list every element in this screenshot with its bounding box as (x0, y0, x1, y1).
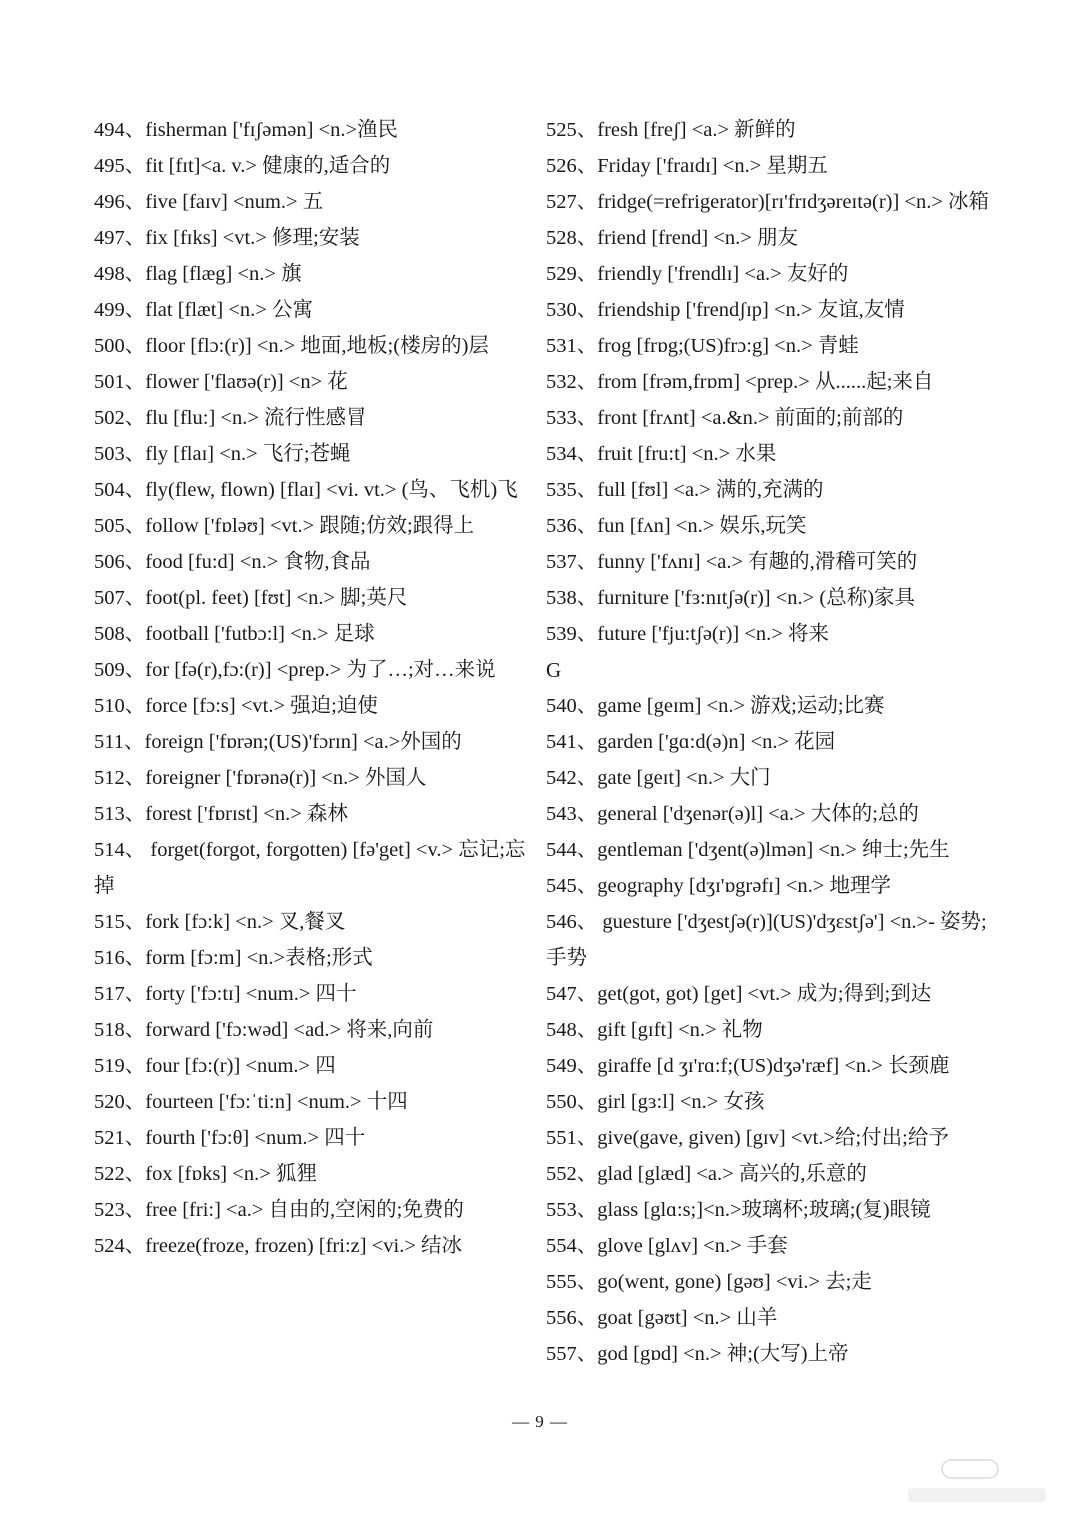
vocab-entry: 497、fix [fɪks] <vt.> 修理;安装 (94, 227, 360, 249)
vocab-entry: 536、fun [fʌn] <n.> 娱乐,玩笑 (546, 515, 807, 537)
vocab-entry: 547、get(got, got) [get] <vt.> 成为;得到;到达 (546, 983, 932, 1005)
vocab-entry: 510、force [fɔ:s] <vt.> 强迫;迫使 (94, 695, 378, 717)
vocab-entry: 557、god [gɒd] <n.> 神;(大写)上帝 (546, 1343, 849, 1365)
vocab-entry: 502、flu [flu:] <n.> 流行性感冒 (94, 407, 367, 429)
vocab-entry: 546、 guesture ['dʒestʃə(r)](US)'dʒɛstʃə'] <n.>- 姿势;手势 (546, 911, 987, 969)
vocab-entry: 529、friendly ['frendlɪ] <a.> 友好的 (546, 263, 849, 285)
vocab-entry: 499、flat [flæt] <n.> 公寓 (94, 299, 313, 321)
vocab-entry: 532、from [frəm,frɒm] <prep.> 从......起;来自 (546, 371, 934, 393)
vocab-entry: 544、gentleman ['dʒent(ə)lmən] <n.> 绅士;先生 (546, 839, 950, 861)
vocab-entry: 542、gate [geɪt] <n.> 大门 (546, 767, 771, 789)
vocab-entry: 518、forward ['fɔ:wəd] <ad.> 将来,向前 (94, 1019, 434, 1041)
vocab-entry: 538、furniture ['fɜ:nɪtʃə(r)] <n.> (总称)家具 (546, 587, 916, 609)
vocab-entry: 516、form [fɔ:m] <n.>表格;形式 (94, 947, 373, 969)
vocab-entry: 541、garden ['gɑ:d(ə)n] <n.> 花园 (546, 731, 836, 753)
vocab-entry: 531、frog [frɒg;(US)frɔ:g] <n.> 青蛙 (546, 335, 859, 357)
vocab-entry: 501、flower ['flaʊə(r)] <n> 花 (94, 371, 348, 393)
vocab-entry: 496、five [faɪv] <num.> 五 (94, 191, 324, 213)
vocab-entry: 539、future ['fju:tʃə(r)] <n.> 将来 (546, 623, 829, 645)
right-column (546, 112, 991, 1372)
vocab-entry: 514、 forget(forgot, forgotten) [fə'get] <v.> 忘记;忘掉 (94, 839, 526, 897)
vocab-entry: 495、fit [fɪt]<a. v.> 健康的,适合的 (94, 155, 391, 177)
vocab-entry: 511、foreign ['fɒrən;(US)'fɔrɪn] <a.>外国的 (94, 731, 462, 753)
vocab-entry: 548、gift [gɪft] <n.> 礼物 (546, 1019, 763, 1041)
vocab-entry: 552、glad [glæd] <a.> 高兴的,乐意的 (546, 1163, 867, 1185)
vocab-entry: 512、foreigner ['fɒrənə(r)] <n.> 外国人 (94, 767, 427, 789)
vocab-entry: 525、fresh [freʃ] <a.> 新鲜的 (546, 119, 796, 141)
vocab-entry: 530、friendship ['frendʃɪp] <n.> 友谊,友情 (546, 299, 905, 321)
vocab-entry: 504、fly(flew, flown) [flaɪ] <vi. vt.> (鸟、飞机)飞 (94, 479, 518, 501)
vocab-entry: 537、funny ['fʌnɪ] <a.> 有趣的,滑稽可笑的 (546, 551, 918, 573)
vocab-entry: 545、geography [dʒɪ'ɒgrəfɪ] <n.> 地理学 (546, 875, 891, 897)
vocab-entry: 550、girl [gɜ:l] <n.> 女孩 (546, 1091, 765, 1113)
section-letter-heading: G (546, 658, 562, 682)
vocab-entry: 553、glass [glɑ:s;]<n.>玻璃杯;玻璃;(复)眼镜 (546, 1199, 931, 1221)
vocab-entry: 528、friend [frend] <n.> 朋友 (546, 227, 798, 249)
vocab-entry: 535、full [fʊl] <a.> 满的,充满的 (546, 479, 824, 501)
page-number: — 9 — (512, 1412, 568, 1431)
vocab-entry: 524、freeze(froze, frozen) [fri:z] <vi.> 结冰 (94, 1235, 463, 1257)
vocab-entry: 555、go(went, gone) [gəʊ] <vi.> 去;走 (546, 1271, 872, 1293)
vocab-entry: 533、front [frʌnt] <a.&n.> 前面的;前部的 (546, 407, 904, 429)
vocab-entry: 526、Friday ['fraɪdɪ] <n.> 星期五 (546, 155, 828, 177)
vocab-entry: 505、follow ['fɒləʊ] <vt.> 跟随;仿效;跟得上 (94, 515, 475, 537)
vocab-entry: 522、fox [fɒks] <n.> 狐狸 (94, 1163, 317, 1185)
vocab-entry: 494、fisherman ['fɪʃəmən] <n.>渔民 (94, 119, 399, 141)
vocab-entry: 503、fly [flaɪ] <n.> 飞行;苍蝇 (94, 443, 351, 465)
vocab-entry: 551、give(gave, given) [gɪv] <vt.>给;付出;给予 (546, 1127, 949, 1149)
vocab-entry: 543、general ['dʒenər(ə)l] <a.> 大体的;总的 (546, 803, 919, 825)
vocab-entry: 527、fridge(=refrigerator)[rɪ'frɪdʒəreɪtə(r)] <n.> 冰箱 (546, 191, 990, 213)
vocab-entry: 498、flag [flæg] <n.> 旗 (94, 263, 302, 285)
vocab-entry: 500、floor [flɔ:(r)] <n.> 地面,地板;(楼房的)层 (94, 335, 489, 357)
vocab-entry: 515、fork [fɔ:k] <n.> 叉,餐叉 (94, 911, 346, 933)
vocab-entry: 521、fourth ['fɔ:θ] <num.> 四十 (94, 1127, 366, 1149)
vocab-entry: 549、giraffe [d ʒɪ'rɑ:f;(US)dʒə'ræf] <n.> 长颈鹿 (546, 1055, 950, 1077)
vocab-entry: 513、forest ['fɒrɪst] <n.> 森林 (94, 803, 348, 825)
vocab-entry: 506、food [fu:d] <n.> 食物,食品 (94, 551, 371, 573)
vocab-entry: 523、free [fri:] <a.> 自由的,空闲的;免费的 (94, 1199, 464, 1221)
vocab-entry: 509、for [fə(r),fɔ:(r)] <prep.> 为了…;对…来说 (94, 659, 496, 681)
vocab-entry: 519、four [fɔ:(r)] <num.> 四 (94, 1055, 336, 1077)
vocab-entry: 554、glove [glʌv] <n.> 手套 (546, 1235, 788, 1257)
vocab-entry: 534、fruit [fru:t] <n.> 水果 (546, 443, 777, 465)
vocab-entry: 556、goat [gəʊt] <n.> 山羊 (546, 1307, 778, 1329)
vocab-entry: 508、football ['futbɔ:l] <n.> 足球 (94, 623, 375, 645)
vocab-entry: 520、fourteen ['fɔ:ˈti:n] <num.> 十四 (94, 1091, 408, 1113)
watermark-logo (902, 1454, 1052, 1514)
vocab-entry: 507、foot(pl. feet) [fʊt] <n.> 脚;英尺 (94, 587, 408, 609)
vocab-entry: 540、game [geɪm] <n.> 游戏;运动;比赛 (546, 695, 885, 717)
left-column (94, 112, 534, 1264)
vocab-entry: 517、forty ['fɔ:tɪ] <num.> 四十 (94, 983, 357, 1005)
